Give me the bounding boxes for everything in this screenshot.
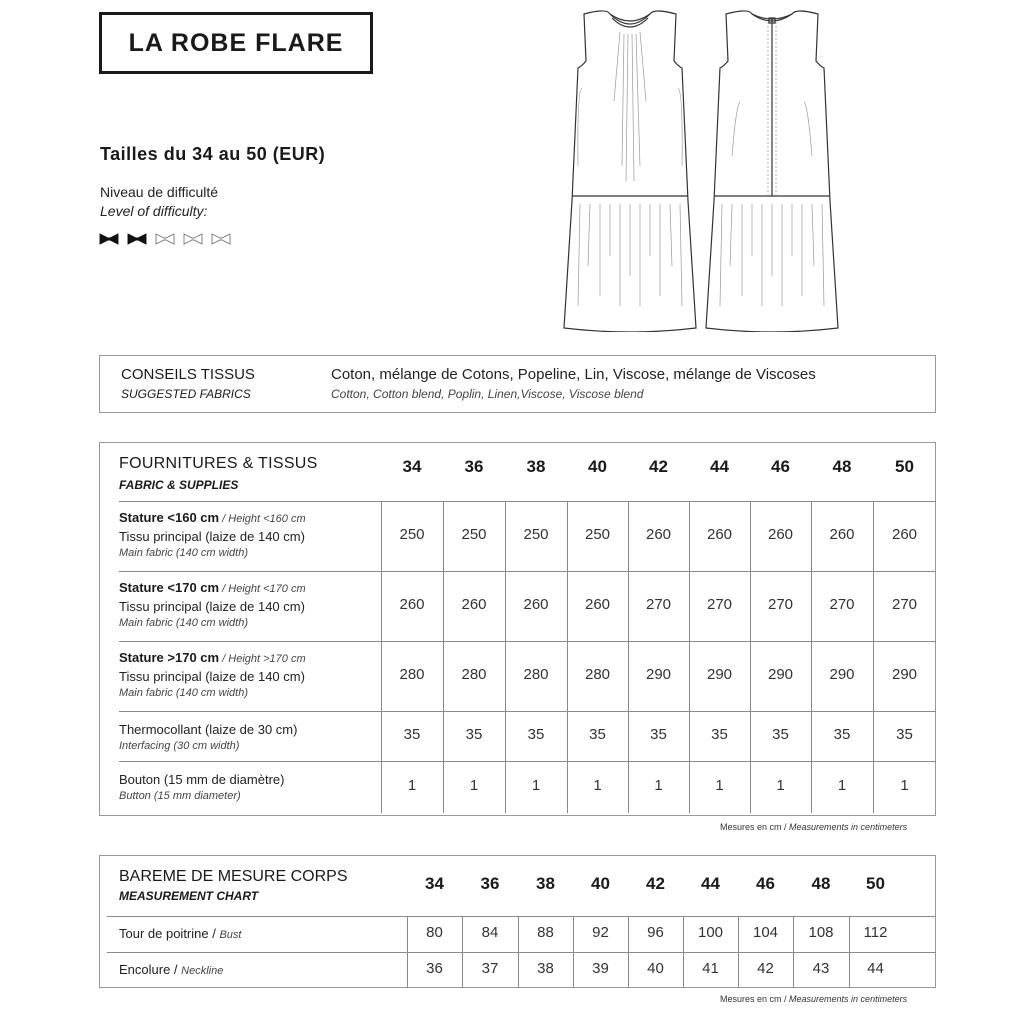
table-cell: 112 (863, 924, 888, 941)
bow-tie-outline-icon (155, 233, 175, 245)
table-cell: 38 (537, 960, 554, 977)
table-cell: 270 (645, 596, 672, 613)
dress-front-illustration (562, 6, 698, 332)
difficulty-label-en: Level of difficulty: (100, 203, 208, 219)
measurement-title-en: MEASUREMENT CHART (119, 889, 259, 903)
table-cell: 1 (900, 777, 909, 794)
row-label (119, 509, 306, 561)
table-cell: 290 (767, 666, 794, 683)
table-cell: 92 (592, 924, 609, 941)
row-label (119, 771, 284, 804)
size-header: 42 (649, 457, 668, 476)
column-divider (573, 916, 574, 988)
table-cell: 250 (584, 526, 611, 543)
header-divider (119, 501, 936, 502)
size-header: 50 (895, 457, 914, 476)
column-divider (505, 501, 506, 813)
stature-fr: Stature <170 cm (119, 580, 220, 595)
table-cell: 250 (399, 526, 425, 543)
row-label-stature (119, 579, 306, 598)
table-cell: 1 (654, 777, 663, 794)
supplies-units-note (720, 822, 907, 832)
table-cell: 260 (829, 526, 855, 543)
fabrics-label-en: SUGGESTED FABRICS (121, 387, 251, 401)
table-cell: 290 (645, 666, 672, 683)
table-cell: 260 (584, 596, 611, 613)
row-label-en: Main fabric (140 cm width) (119, 547, 248, 559)
size-header: 46 (771, 457, 790, 476)
table-cell: 1 (715, 777, 724, 794)
row-label (119, 961, 223, 979)
body-measurement-table (99, 855, 936, 988)
size-header: 46 (756, 874, 775, 893)
bow-tie-outline-icon (183, 233, 203, 245)
table-cell: 35 (465, 726, 483, 743)
row-label-en: Main fabric (140 cm width) (119, 617, 248, 629)
row-label-en: Interfacing (30 cm width) (119, 740, 240, 752)
stature-en: / Height <160 cm (219, 513, 306, 525)
column-divider (628, 916, 629, 988)
units-note-fr: Mesures en cm / (720, 822, 790, 832)
size-header: 36 (480, 874, 500, 893)
size-header: 38 (536, 874, 555, 893)
table-cell: 35 (833, 726, 851, 743)
table-cell: 260 (706, 526, 733, 543)
measurement-title-fr: BAREME DE MESURE CORPS (119, 868, 348, 885)
bow-tie-outline-icon (211, 233, 231, 245)
bow-tie-filled-icon (127, 233, 147, 245)
table-cell: 1 (407, 777, 417, 794)
measurement-units-note (720, 994, 907, 1004)
table-cell: 260 (461, 596, 487, 613)
table-cell: 290 (706, 666, 733, 683)
table-cell: 36 (426, 960, 443, 977)
table-cell: 280 (461, 666, 487, 683)
table-cell: 280 (399, 666, 425, 683)
column-divider (873, 501, 874, 813)
pattern-title: LA ROBE FLARE (128, 28, 344, 57)
column-divider (381, 501, 382, 813)
row-label-stature (119, 509, 306, 528)
row-divider (107, 952, 936, 953)
units-note-en: Measurements in centimeters (789, 822, 908, 832)
table-cell: 250 (461, 526, 487, 543)
table-cell: 84 (481, 924, 499, 941)
table-cell: 41 (702, 960, 719, 977)
table-cell: 44 (867, 960, 884, 977)
size-header: 34 (425, 874, 444, 893)
table-cell: 104 (752, 924, 779, 941)
fabrics-list-en: Cotton, Cotton blend, Poplin, Linen,Viscose, Viscose blend (331, 387, 644, 401)
table-cell: 35 (650, 726, 667, 743)
table-cell: 100 (697, 924, 724, 941)
supplies-title-fr: FOURNITURES & TISSUS (119, 455, 318, 472)
stature-en: / Height <170 cm (219, 583, 306, 595)
table-cell: 1 (593, 777, 602, 794)
fabrics-label-fr: CONSEILS TISSUS (121, 366, 255, 383)
table-cell: 80 (426, 924, 443, 941)
column-divider (738, 916, 739, 988)
header-divider (107, 916, 936, 917)
table-cell: 260 (767, 526, 794, 543)
row-divider (119, 571, 936, 572)
column-divider (628, 501, 629, 813)
table-cell: 290 (829, 666, 855, 683)
stature-fr: Stature >170 cm (119, 650, 220, 665)
table-cell: 43 (812, 960, 830, 977)
table-cell: 290 (891, 666, 918, 683)
row-label (119, 925, 241, 943)
bow-tie-filled-icon (99, 233, 119, 245)
column-divider (462, 916, 463, 988)
table-cell: 1 (469, 777, 479, 794)
table-cell: 42 (757, 960, 774, 977)
row-label (119, 721, 297, 754)
row-label-fr: Encolure / (119, 962, 182, 977)
row-label-en: Bust (219, 929, 242, 941)
fabrics-list-fr: Coton, mélange de Cotons, Popeline, Lin, Viscose, mélange de Viscoses (331, 366, 816, 383)
units-note-fr: Mesures en cm / (720, 994, 790, 1004)
column-divider (811, 501, 812, 813)
stature-en: / Height >170 cm (219, 653, 306, 665)
size-range: Tailles du 34 au 50 (EUR) (100, 144, 326, 164)
row-divider (119, 641, 936, 642)
table-cell: 260 (399, 596, 425, 613)
column-divider (407, 916, 408, 988)
row-divider (119, 711, 936, 712)
table-cell: 35 (772, 726, 789, 743)
table-cell: 260 (645, 526, 672, 543)
difficulty-rating (99, 233, 231, 245)
fabric-supplies-table (99, 442, 936, 816)
pattern-title-box (99, 12, 373, 74)
table-cell: 35 (711, 726, 728, 743)
size-header: 42 (646, 874, 665, 893)
stature-fr: Stature <160 cm (119, 510, 220, 525)
table-cell: 270 (706, 596, 733, 613)
difficulty-label-fr: Niveau de difficulté (100, 184, 219, 200)
row-label-fr: Thermocollant (laize de 30 cm) (119, 722, 298, 737)
row-label-fr: Tour de poitrine / (119, 926, 220, 941)
row-label (119, 579, 306, 631)
row-label-en: Neckline (181, 965, 224, 977)
table-cell: 37 (481, 960, 499, 977)
size-header: 48 (811, 874, 831, 893)
table-cell: 88 (537, 924, 554, 941)
row-label-fr: Tissu principal (laize de 140 cm) (119, 599, 305, 614)
size-header: 34 (402, 457, 422, 476)
table-cell: 35 (896, 726, 913, 743)
size-header: 50 (866, 874, 885, 893)
size-header: 44 (710, 457, 729, 476)
table-cell: 96 (647, 924, 664, 941)
column-divider (750, 501, 751, 813)
table-cell: 260 (523, 596, 549, 613)
size-header: 48 (832, 457, 852, 476)
column-divider (689, 501, 690, 813)
table-cell: 39 (592, 960, 609, 977)
size-header: 40 (591, 874, 610, 893)
column-divider (683, 916, 684, 988)
table-cell: 280 (523, 666, 549, 683)
dress-back-illustration (704, 6, 840, 332)
row-label-en: Main fabric (140 cm width) (119, 687, 248, 699)
row-label-fr: Bouton (15 mm de diamètre) (119, 772, 285, 787)
table-cell: 270 (891, 596, 918, 613)
size-header: 40 (588, 457, 607, 476)
table-cell: 1 (776, 777, 785, 794)
row-label-fr: Tissu principal (laize de 140 cm) (119, 669, 305, 684)
row-divider (119, 761, 936, 762)
row-label-stature (119, 649, 306, 668)
row-label-fr: Tissu principal (laize de 140 cm) (119, 529, 305, 544)
size-header: 44 (701, 874, 720, 893)
row-label (119, 649, 306, 701)
table-cell: 35 (589, 726, 606, 743)
size-header: 38 (526, 457, 546, 476)
table-cell: 35 (403, 726, 421, 743)
table-cell: 108 (808, 924, 834, 941)
size-header: 36 (464, 457, 484, 476)
column-divider (793, 916, 794, 988)
units-note-en: Measurements in centimeters (789, 994, 908, 1004)
table-cell: 40 (647, 960, 664, 977)
table-cell: 270 (829, 596, 855, 613)
supplies-title-en: FABRIC & SUPPLIES (119, 478, 239, 492)
table-cell: 35 (527, 726, 545, 743)
column-divider (567, 501, 568, 813)
table-cell: 250 (523, 526, 549, 543)
table-cell: 1 (531, 777, 541, 794)
row-label-en: Button (15 mm diameter) (119, 790, 241, 802)
column-divider (518, 916, 519, 988)
table-cell: 1 (837, 777, 847, 794)
column-divider (443, 501, 444, 813)
table-cell: 280 (584, 666, 611, 683)
column-divider (849, 916, 850, 988)
table-cell: 270 (767, 596, 794, 613)
suggested-fabrics-panel (99, 355, 936, 413)
table-cell: 260 (891, 526, 918, 543)
